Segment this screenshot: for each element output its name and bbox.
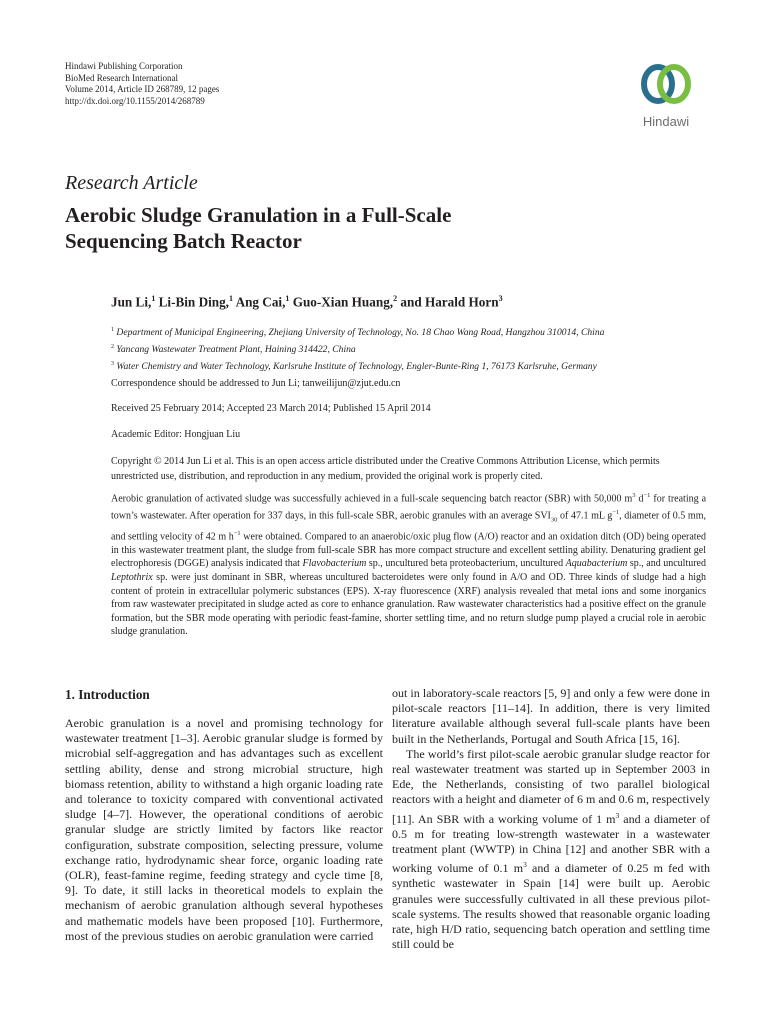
body-sup: 3: [523, 860, 527, 870]
section-heading-introduction: 1. Introduction: [65, 687, 150, 702]
abstract-italic: Aquabacterium: [565, 558, 628, 570]
abstract-italic: Leptothrix: [111, 571, 153, 583]
abstract-text: sp., uncultured beta proteobacterium, uncultured: [366, 558, 566, 570]
abstract-sup: −1: [233, 529, 241, 537]
author-name: Li-Bin Ding,: [158, 294, 229, 310]
abstract-text: d: [635, 493, 644, 505]
author-affil-num: 2: [393, 294, 398, 303]
body-text: The world’s first pilot-scale aerobic granular sludge reactor for real wastewater treatment was started up in September 2003 in Ede, the Netherlands, consisting of two parallel biological reactors with a height and diameter of 6 m and 0.6 m, respectively [11]. An SBR with a working volume of 1 m: [392, 746, 710, 826]
abstract-text: , diameter of 0.5 mm, and settling velocity of 42 m h: [111, 510, 706, 543]
abstract-text: of 47.1 mL g: [557, 510, 613, 522]
title-line-1: Aerobic Sludge Granulation in a Full-Scale: [65, 203, 452, 227]
article-type: Research Article: [65, 172, 198, 194]
body-text: and a diameter of 0.5 m for treating low-strength wastewater in a wastewater treatment plant (WWTP) in China [12] and another SBR with a working volume of 0.1 m: [392, 811, 710, 876]
title-line-2: Sequencing Batch Reactor: [65, 229, 302, 253]
academic-editor: Academic Editor: Hongjuan Liu: [111, 429, 241, 440]
hindawi-logo: [628, 62, 704, 132]
publication-info: [65, 61, 219, 107]
paper-title: [65, 202, 625, 254]
affiliation-num: 3: [111, 361, 114, 368]
author-affil-num: 1: [285, 294, 290, 303]
abstract-text: sp., and uncultured: [627, 558, 706, 570]
body-column-left: [65, 716, 383, 944]
affiliations: [111, 323, 604, 375]
hindawi-rings-icon: [640, 62, 692, 108]
copyright-notice: Copyright © 2014 Jun Li et al. This is an open access article distributed under the Creative Commons Attribution License, which permits unrestricted use, distribution, and reproduction in any medium, provided the original work is properly cited.: [111, 456, 660, 482]
abstract-sup: −1: [643, 492, 651, 499]
body-text: and a diameter of 0.25 m fed with synthetic wastewater in Spain [14] were built up. Aerobic granules were successfully cultivated in all these previous pilot-scale systems. The results showed that reasonable organic loading rate, high H/D ratio, sequencing batch operation and settling time still could be: [392, 861, 710, 952]
affiliation-item: [111, 357, 604, 374]
journal-name: BioMed Research International: [65, 72, 178, 83]
affiliation-num: 2: [111, 344, 114, 351]
volume-info: Volume 2014, Article ID 268789, 12 pages: [65, 84, 220, 94]
affiliation-text: Department of Municipal Engineering, Zhejiang University of Technology, No. 18 Chao Wang Road, Hangzhou 310014, China: [114, 327, 605, 339]
abstract-text: were obtained. Compared to an anaerobic/oxic plug flow (A/O) reactor and an oxidation ditch (OD) being operated in this wastewater treatment plant, the sludge from full-scale SBR has more compact structure and excellent settling ability. Denaturing gradient gel electrophoresis (DGGE) analysis indicated that: [111, 531, 706, 570]
affiliation-item: [111, 340, 604, 357]
author-name: and Harald Horn: [400, 294, 499, 310]
body-paragraph: Aerobic granulation is a novel and promising technology for wastewater treatment [1–3]. Aerobic granular sludge is formed by microbial self-aggregation and has advantages such as excellent settling ability, dense and strong microbial structure, high biomass retention, ability to withstand a high organic loading rate and tolerance to toxicity compared with conventional activated sludge [4–7]. However, the operational conditions of aerobic granular sludge are strictly limited by factors like reactor configuration, substrate composition, selecting pressure, volume exchange ratio, hydrodynamic shear force, organic loading rate (OLR), feast-famine regime, feeding strategy and cycle time [8, 9]. To date, it still lacks in theoretical models to explain the mechanism of aerobic granulation although several hypotheses and mathematic models have been proposed [10]. Furthermore, most of the previous studies on aerobic granulation were carried: [65, 716, 383, 943]
author-name: Jun Li,: [111, 294, 152, 310]
affiliation-text: Water Chemistry and Water Technology, Karlsruhe Institute of Technology, Engler-Bunte-Ring 1, 76173 Karlsruhe, Germany: [114, 361, 597, 373]
affiliation-item: [111, 323, 604, 340]
abstract-sup: −1: [612, 508, 620, 516]
correspondence: Correspondence should be addressed to Jun Li; tanweilijun@zjut.edu.cn: [111, 378, 401, 389]
logo-text: Hindawi: [642, 114, 690, 129]
abstract-text: Aerobic granulation of activated sludge was successfully achieved in a full-scale sequencing batch reactor (SBR) with 50,000 m: [111, 493, 633, 505]
author-name: Guo-Xian Huang,: [292, 294, 394, 310]
abstract-text: sp. were just dominant in SBR, whereas uncultured bacteroidetes were only found in A/O and OD. Three kinds of sludge had a high content of protein in extracellular polymeric substances (EPS). X-ray fluorescence (XRF) analysis revealed that metal ions and some inorganics from raw wastewater precipitated in sludge acted as core to enhance granulation. Raw wastewater characteristics had a positive effect on the granule formation, but the SBR mode operating with periodic feast-famine, shorter settling time, and no return sludge pump played a crucial role in aerobic sludge granulation.: [111, 571, 706, 638]
author-affil-num: 3: [498, 294, 503, 303]
abstract-italic: Flavobacterium: [302, 558, 367, 570]
author-list: [111, 294, 503, 310]
publisher: Hindawi Publishing Corporation: [65, 61, 183, 71]
body-sup: 3: [615, 810, 620, 820]
author-name: Ang Cai,: [235, 294, 286, 310]
affiliation-num: 1: [111, 327, 114, 333]
abstract-sub: 30: [550, 516, 558, 524]
author-affil-num: 1: [151, 294, 156, 303]
affiliation-text: Yancang Wastewater Treatment Plant, Haining 314422, China: [114, 344, 356, 356]
author-affil-num: 1: [228, 294, 233, 303]
abstract: [111, 489, 706, 639]
publication-dates: Received 25 February 2014; Accepted 23 March 2014; Published 15 April 2014: [111, 403, 431, 414]
body-paragraph: [392, 747, 710, 953]
body-column-right: [392, 686, 710, 952]
abstract-text: for treating a town’s wastewater. After operation for 337 days, in this full-scale SBR, aerobic granules with an average SVI: [111, 493, 707, 522]
body-paragraph: out in laboratory-scale reactors [5, 9] and only a few were done in pilot-scale reactors [11–14]. In addition, there is very limited literature available although several full-scale plants have been built in the Netherlands, Portugal and South Africa [15, 16].: [392, 686, 710, 746]
abstract-sup: 3: [632, 492, 636, 499]
doi-link[interactable]: http://dx.doi.org/10.1155/2014/268789: [65, 95, 205, 106]
